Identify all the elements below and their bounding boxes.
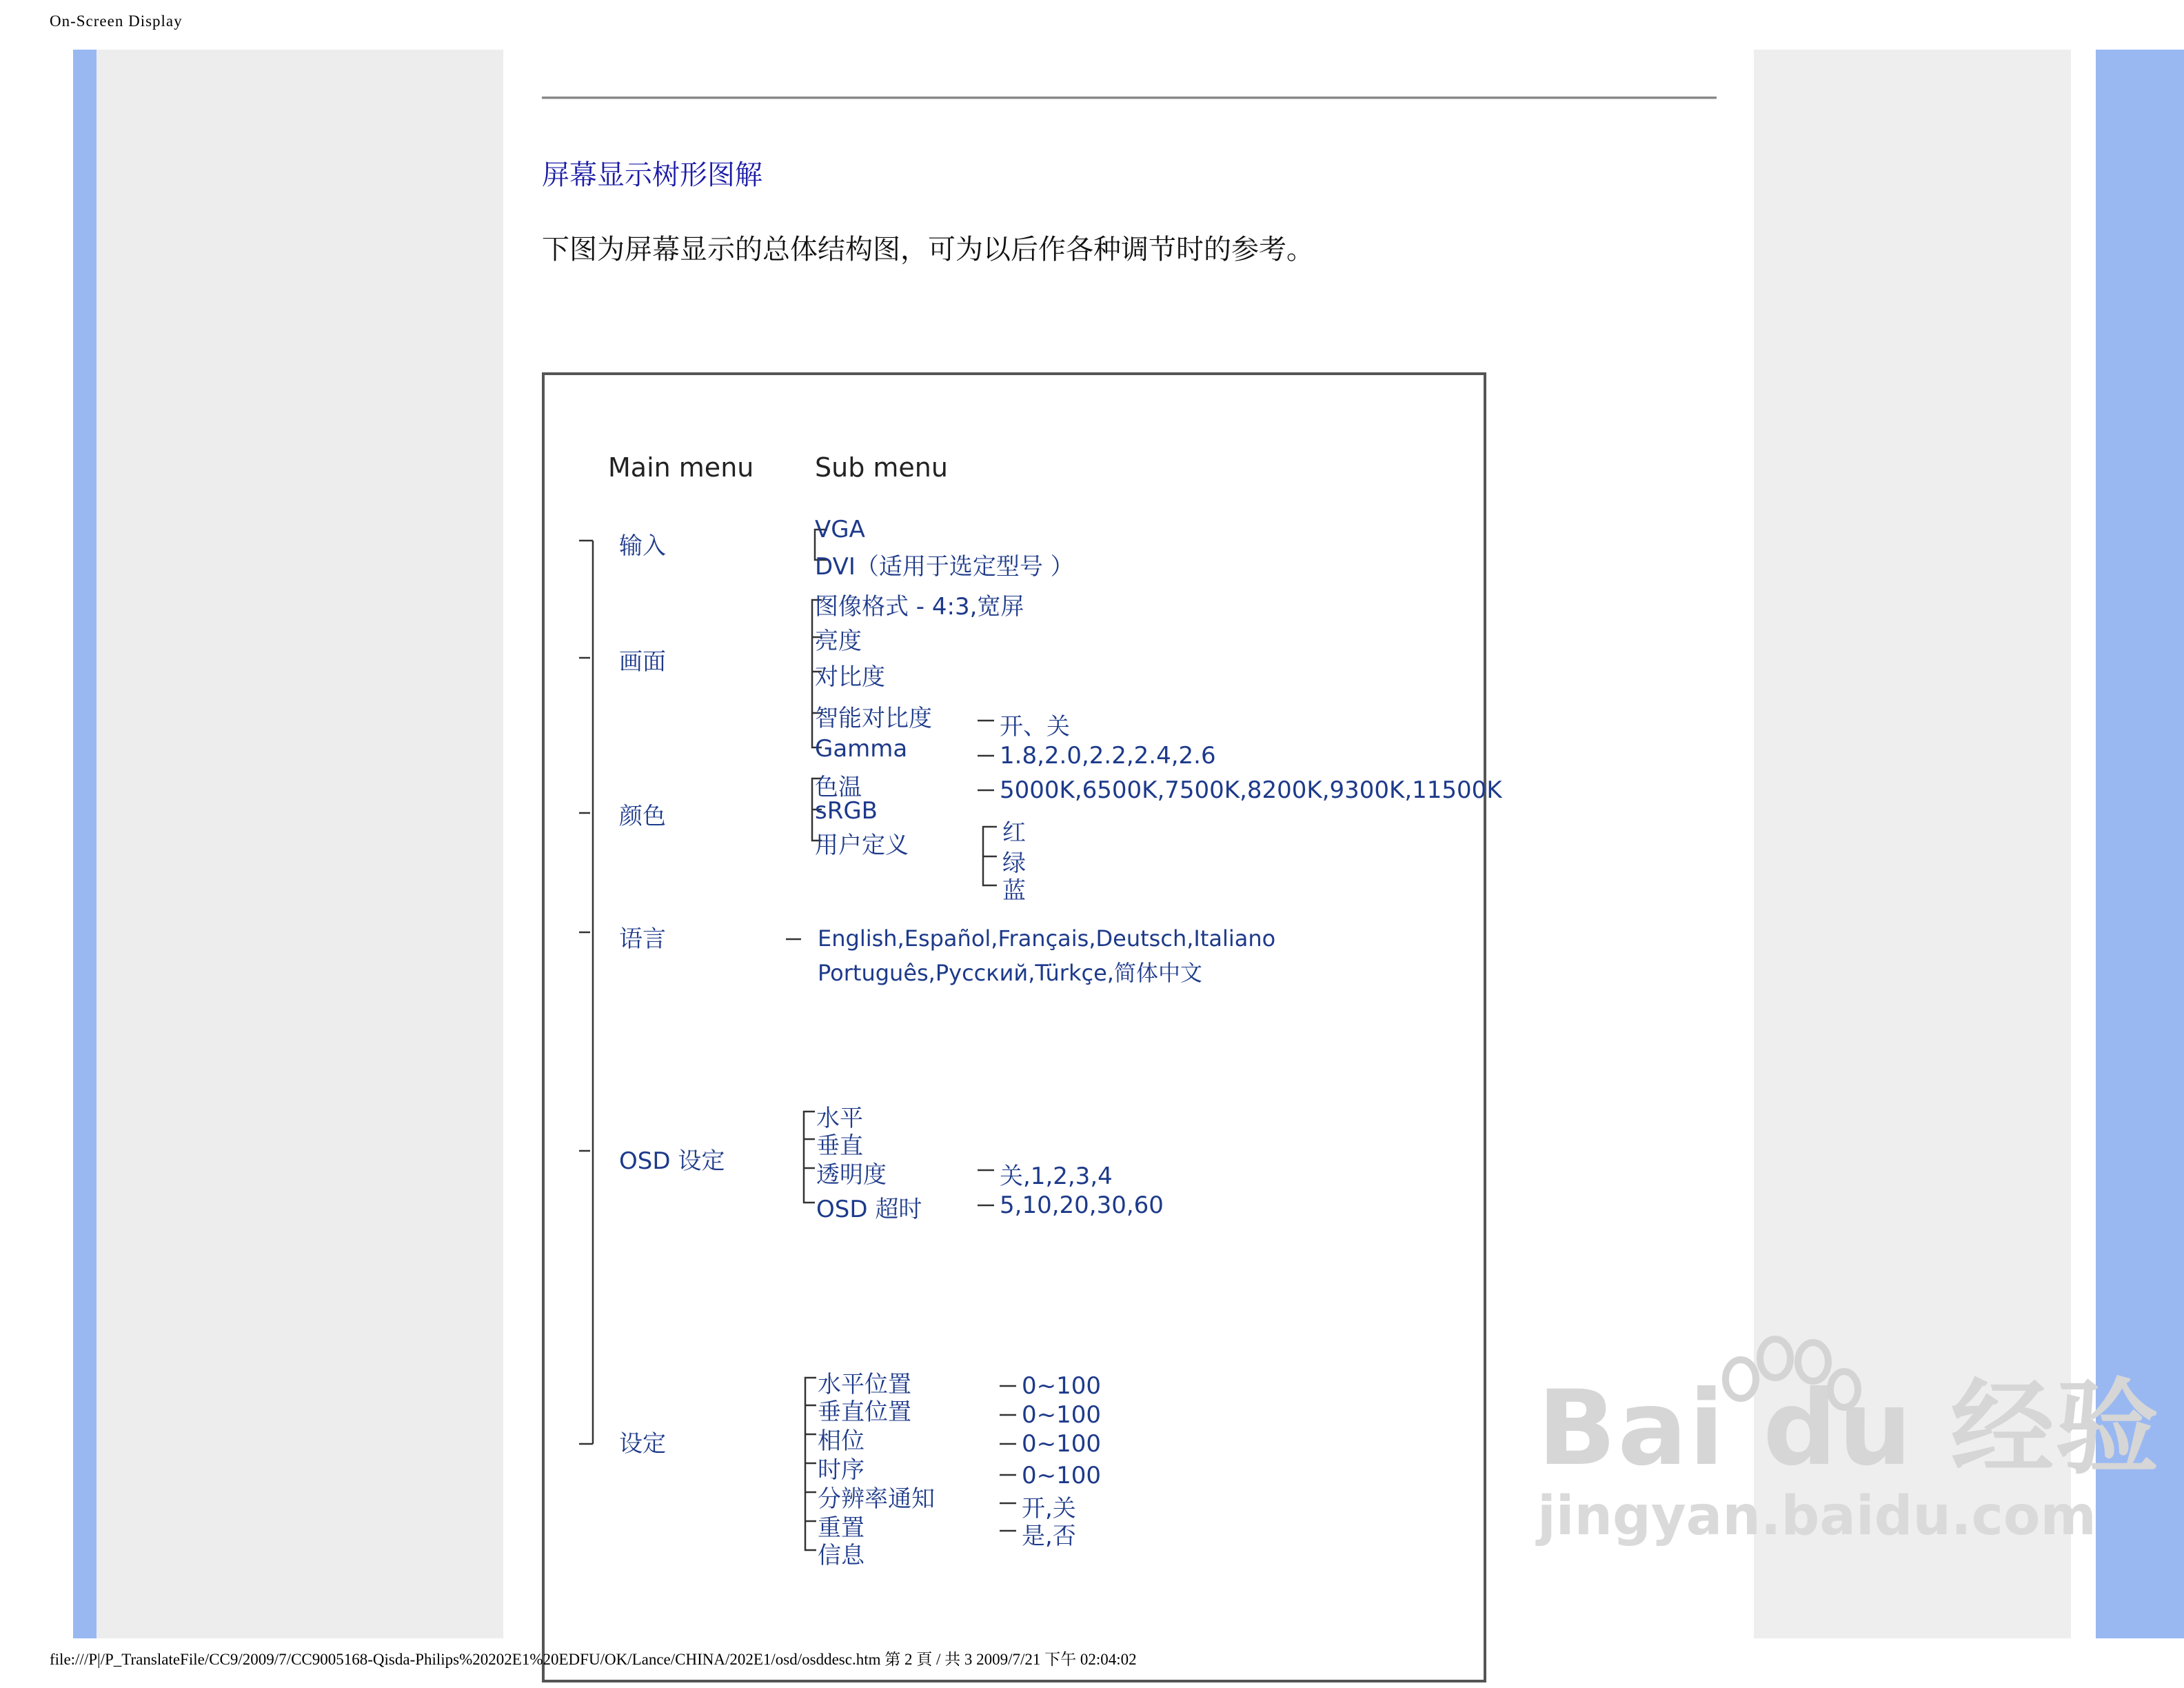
main-item-color: 颜色 — [619, 803, 666, 830]
sub-item-phase: 相位 — [818, 1427, 865, 1455]
section-title[interactable]: 屏幕显示树形图解 — [542, 159, 762, 191]
value-blue: 蓝 — [1002, 877, 1026, 905]
print-footer: file:///P|/P_TranslateFile/CC9/2009/7/CC9005168-Qisda-Philips%20202E1%20EDFU/OK/Lance/CHINA/202E1/osd/osddesc.htm 第 2 頁 / 共 3 2009/7/21 下午 02:04:02 — [50, 1651, 1137, 1668]
value-gamma: 1.8,2.0,2.2,2.4,2.6 — [1000, 742, 1216, 770]
sub-item-srgb: sRGB — [815, 797, 878, 825]
sub-item-osd-vertical: 垂直 — [816, 1132, 863, 1160]
value-transparency: 关,1,2,3,4 — [1000, 1163, 1113, 1190]
sub-item-gamma: Gamma — [815, 735, 908, 763]
horizontal-rule — [542, 97, 1717, 99]
left-margin-panel — [97, 50, 503, 1638]
sub-item-user-define: 用户定义 — [815, 832, 909, 859]
value-osd-timeout: 5,10,20,30,60 — [1000, 1192, 1164, 1219]
value-red: 红 — [1002, 819, 1026, 847]
value-v-position: 0~100 — [1022, 1401, 1102, 1429]
value-resolution-notice: 开,关 — [1022, 1495, 1076, 1523]
watermark-url: jingyan.baidu.com — [1537, 1485, 2096, 1547]
sub-item-clock: 时序 — [818, 1456, 865, 1484]
main-item-picture: 画面 — [619, 648, 666, 676]
sub-item-smart-contrast: 智能对比度 — [815, 705, 932, 732]
main-item-osd: OSD 设定 — [619, 1147, 725, 1175]
sub-item-color-temp: 色温 — [815, 774, 862, 801]
main-item-setup: 设定 — [619, 1430, 666, 1458]
sub-item-transparency: 透明度 — [816, 1161, 887, 1189]
sub-item-image-format: 图像格式 - 4:3,宽屏 — [815, 593, 1024, 621]
osd-tree-diagram — [542, 372, 1502, 1682]
value-clock: 0~100 — [1022, 1462, 1102, 1489]
value-green: 绿 — [1002, 850, 1026, 877]
main-menu-header: Main menu — [608, 452, 754, 483]
sub-item-v-position: 垂直位置 — [818, 1398, 911, 1426]
sub-item-brightness: 亮度 — [815, 627, 862, 655]
sub-menu-header: Sub menu — [815, 452, 948, 483]
language-list-line-1: English,Español,Français,Deutsch,Italiano — [818, 925, 1276, 952]
value-h-position: 0~100 — [1022, 1372, 1102, 1400]
value-reset: 是,否 — [1022, 1523, 1076, 1550]
sub-item-contrast: 对比度 — [815, 663, 885, 691]
print-header: On-Screen Display — [50, 12, 183, 30]
sub-item-vga: VGA — [815, 516, 865, 543]
left-accent-band — [73, 50, 97, 1638]
sub-item-dvi: DVI（适用于选定型号 ） — [815, 553, 1074, 581]
sub-item-resolution-notice: 分辨率通知 — [818, 1485, 935, 1513]
baidu-watermark — [1537, 1345, 2161, 1547]
value-color-temp: 5000K,6500K,7500K,8200K,9300K,11500K — [1000, 776, 1502, 804]
intro-paragraph: 下图为屏幕显示的总体结构图，可为以后作各种调节时的参考。 — [542, 234, 1314, 265]
watermark-logo-text: Bai du 经验 — [1537, 1369, 2161, 1489]
sub-item-reset: 重置 — [818, 1514, 865, 1542]
sub-item-information: 信息 — [818, 1542, 865, 1569]
paw-icon — [1710, 1331, 1861, 1455]
value-phase: 0~100 — [1022, 1430, 1102, 1458]
main-item-input: 输入 — [619, 532, 666, 560]
value-smart-contrast: 开、关 — [1000, 713, 1070, 741]
sub-item-osd-timeout: OSD 超时 — [816, 1196, 922, 1223]
sub-item-h-position: 水平位置 — [818, 1371, 911, 1398]
sub-item-osd-horizontal: 水平 — [816, 1105, 863, 1132]
language-list-line-2: Português,Русский,Türkçe,简体中文 — [818, 960, 1202, 986]
main-item-language: 语言 — [619, 925, 666, 953]
